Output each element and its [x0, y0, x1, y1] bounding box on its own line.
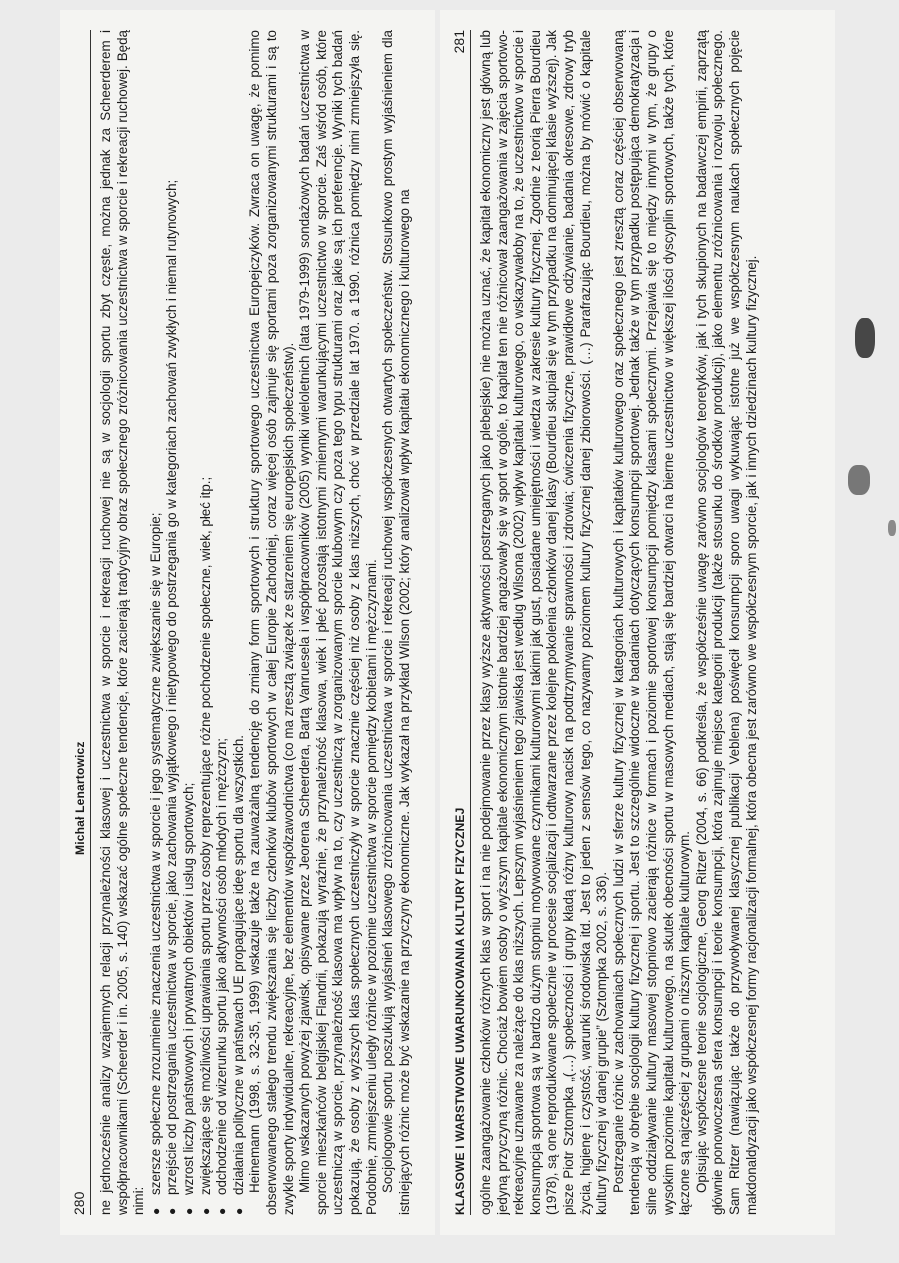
paragraph: ne jednocześnie analizy wzajemnych relacji przynależności klasowej i uczestnictwa w sporcie i rekreacji ruchowej nie są w socjologii sportu zbyt częste, można jednak za Scheerderem i współpracownikami (Scheerder i in. 2005, s. 140) wskazać ogólne społeczne tendencje, które zacierają tradycyjny obraz społecznego zróżnicowania uczestnictwa w sporcie i rekreacji ruchowej. Będą nimi: [98, 30, 147, 1215]
author-name: Michał Lenartowicz [73, 741, 87, 855]
left-page [60, 10, 435, 1235]
right-page [440, 10, 835, 1235]
list-item: ● szersze społeczne zrozumienie znaczenia uczestnictwa w sporcie i jego systematyczne zwiększanie się w Europie; [147, 512, 163, 1215]
bullet-icon: ● [198, 1207, 213, 1215]
bullet-list [148, 30, 248, 1215]
bullet-icon: ● [215, 1207, 230, 1215]
paragraph: Mimo wskazanych powyżej zjawisk, opisywane przez Jeorena Scheerdera, Bartą Vanruesela i współpracowników (2005) wyniki wieloletnich (lata 1979-1999) sondażowych badań uczestnictwa w sporcie mieszkańców belgijskiej Flandrii, pokazują wyraźnie, że przynależność klasowa, wiek i płeć pozostają istotnymi zmiennymi warunkującymi uczestnictwo w sporcie. Zaś wśród osób, które uczestniczą w sporcie, przynależność klasowa ma wpływ na to, czy uczestniczą w zorganizowanym sporcie klubowym czy poza tego typu strukturami oraz jakie są ich preferencje. Wyniki tych badań pokazują, że osoby z wyższych klas społecznych uczestniczyły w sporcie znacznie częściej niż osoby z klas niższych, choć w przedziale lat 1970. a 1990. różnica pomiędzy nimi zmniejszyła się. Podobnie, zmniejszeniu uległy różnice w poziomie uczestnictwa w sporcie pomiędzy kobietami i mężczyznami. [297, 30, 379, 1215]
list-item: ● odchodzenie od wizerunku sportu jako aktywności osób młodych i mężczyzn; [214, 738, 230, 1215]
page-header [68, 30, 91, 1215]
page-number: 281 [451, 30, 467, 54]
bullet-icon: ● [231, 1207, 246, 1215]
list-item: ● przejście od postrzegania uczestnictwa w sporcie, jako zachowania wyjątkowego i nietypowego do postrzegania go w kategoriach zachowań zwykłych i niemal rutynowych; [164, 179, 180, 1215]
paragraph: Heinemann (1998, s. 32-35, 1999) wskazuje także na zauważalną tendencję do zmiany form sportowych i struktury sportowego uczestnictwa Europejczyków. Zwraca on uwagę, że pomimo obserwowanego stałego trendu zwiększania się liczby członków klubów sportowych w całej Europie Zachodniej, coraz więcej osób zajmuje się sportami poza zorganizowanymi strukturami i są to zwykle sporty indywidualne, rekreacyjne, bez elementów współzawodnictwa (co ma zresztą związek ze starzeniem się europejskich społeczeństw). [247, 30, 296, 1215]
scan-smudge [888, 520, 896, 536]
list-item: ● wzrost liczby państwowych i prywatnych obiektów i usług sportowych; [180, 782, 196, 1215]
running-title: KLASOWE I WARSTWOWE UWARUNKOWANIA KULTURY FIZYCZNEJ [453, 807, 467, 1215]
paragraph: Socjologowie sportu poszukują wyjaśnień klasowego zróżnicowania uczestnictwa w sporcie i rekreacji ruchowej współczesnych otwartych społeczeństw. Stosunkowo prostym wyjaśnieniem dla istniejących różnic może być wskazanie na przyczyny ekonomiczne. Jak wykazał na przykład Wilson (2002; który analizował wpływ kapitału ekonomicznego i kulturowego na [380, 30, 412, 1215]
paragraph: Opisując współczesne teorie socjologiczne, Georg Ritzer (2004, s. 66) podkreśla, że współcześnie uwagę zarówno socjologów teoretyków, jak i tych skupionych na badawczej empirii, zaprzątą głównie ponowoczesna sfera konsumpcji i teorie konsumpcji, która zajmuje miejsce kategorii produkcji (także stosunku do środków produkcji), jako elementu zróżnicowania i rozwoju społecznego. Sam Ritzer (nawiązując także do przywoływanej klasycznej publikacji Veblena) poświęcił konsumpcji sporo uwagi wykuwając istotne już we współczesnym naukach społecznych pojęcie makdonaldyzacji jako współczesnej formy racjonalizacji formalnej, która obecna jest zarówno we współczesnym sporcie, jak i innych dziedzinach kultury fizycznej. [693, 30, 759, 1215]
bullet-icon: ● [181, 1207, 196, 1215]
page-header [448, 30, 471, 1215]
page-number: 280 [71, 1191, 87, 1215]
bullet-icon: ● [148, 1207, 163, 1215]
scan-smudge [855, 318, 875, 358]
paragraph: Postrzeganie różnic w zachowaniach społecznych ludzi w sferze kultury fizycznej w kategoriach kulturowych i kapitałów kulturowego oraz społecznego jest zresztą coraz częściej obserwowaną tendencją w obrębie socjologii kultury fizycznej i sportu. Jest to szczególnie widoczne w badaniach dotyczących konsumpcji sportowej. Jednak także w tym przypadku postępująca demokratyzacja i silne oddziaływanie kultury masowej stopniowo zacierają różnice w formach i poziomie sportowej konsumpcji pomiędzy klasami społecznymi. Przejawia się to między innymi w tym, że grupy o wysokim poziomie kapitału kulturowego, na skutek obecności sportu w masowych mediach, stają się bardziej otwarci na bierne uczestnictwo w większej ilości dyscyplin sportowych, także tych, które łączone są najczęściej z grupami o niższym kapitale kulturowym. [610, 30, 693, 1215]
page-body [98, 30, 429, 1215]
list-item: ● zwiększające się możliwości uprawiania sportu przez osoby reprezentujące różne pochodzenie społeczne, wiek, płeć itp.; [197, 476, 213, 1215]
page-body [478, 30, 829, 1215]
bullet-icon: ● [165, 1207, 180, 1215]
paragraph: ogólne zaangażowanie członków różnych klas w sport i na nie podejmowanie przez klasy wyższe aktywności postrzeganych jako plebejskie) nie można uznać, że kapitał ekonomiczny jest główną lub jedyną przyczyną różnic. Chociaż bowiem osoby o wyższym kapitale ekonomicznym istotnie bardziej angażowały się w sport w ogóle, to kapitał ten nie różnicował zaangażowania w zajęcia sportowo-rekreacyjne uznawane za należące do klas niższych. Lepszym wyjaśnieniem tego zjawiska jest według Wilsona (2002) wpływ kapitału kulturowego, co wskazywałoby na to, że uczestnictwo w sporcie i konsumpcja sportowa są w bardzo dużym stopniu motywowane czynnikami kulturowymi takimi jak gust, posiadane umiejętności i wiedza w zakresie kultury fizycznej. Zgodnie z teorią Pierra Bourdieu (1978), są one reprodukowane społecznie w procesie socjalizacji i odtwarzane przez kolejne pokolenia członków danej klasy (Bourdieu skupiał się w tym przypadku na dominującej klasie wyższej). Jak pisze Piotr Sztompka „(…) społeczności i grupy kładą różny kulturowy nacisk na podtrzymywanie sprawności i zdrowia; ćwiczenia fizyczne, prawidłowe odżywianie, badania okresowe, zdrowy tryb życia, higienę i czystość, warunki środowiska itd. Jest to jeden z sensów tego, co nazywamy poziomem kultury fizycznej danej zbiorowości. (…) Parafrazując Bourdieu, można by mówić o kapitale kultury fizycznej w danej grupie” (Sztompka 2002, s. 336). [478, 30, 610, 1215]
list-item: ● działania polityczne w państwach UE propagujące ideę sportu dla wszystkich. [230, 735, 246, 1215]
scan-smudge [848, 465, 870, 495]
